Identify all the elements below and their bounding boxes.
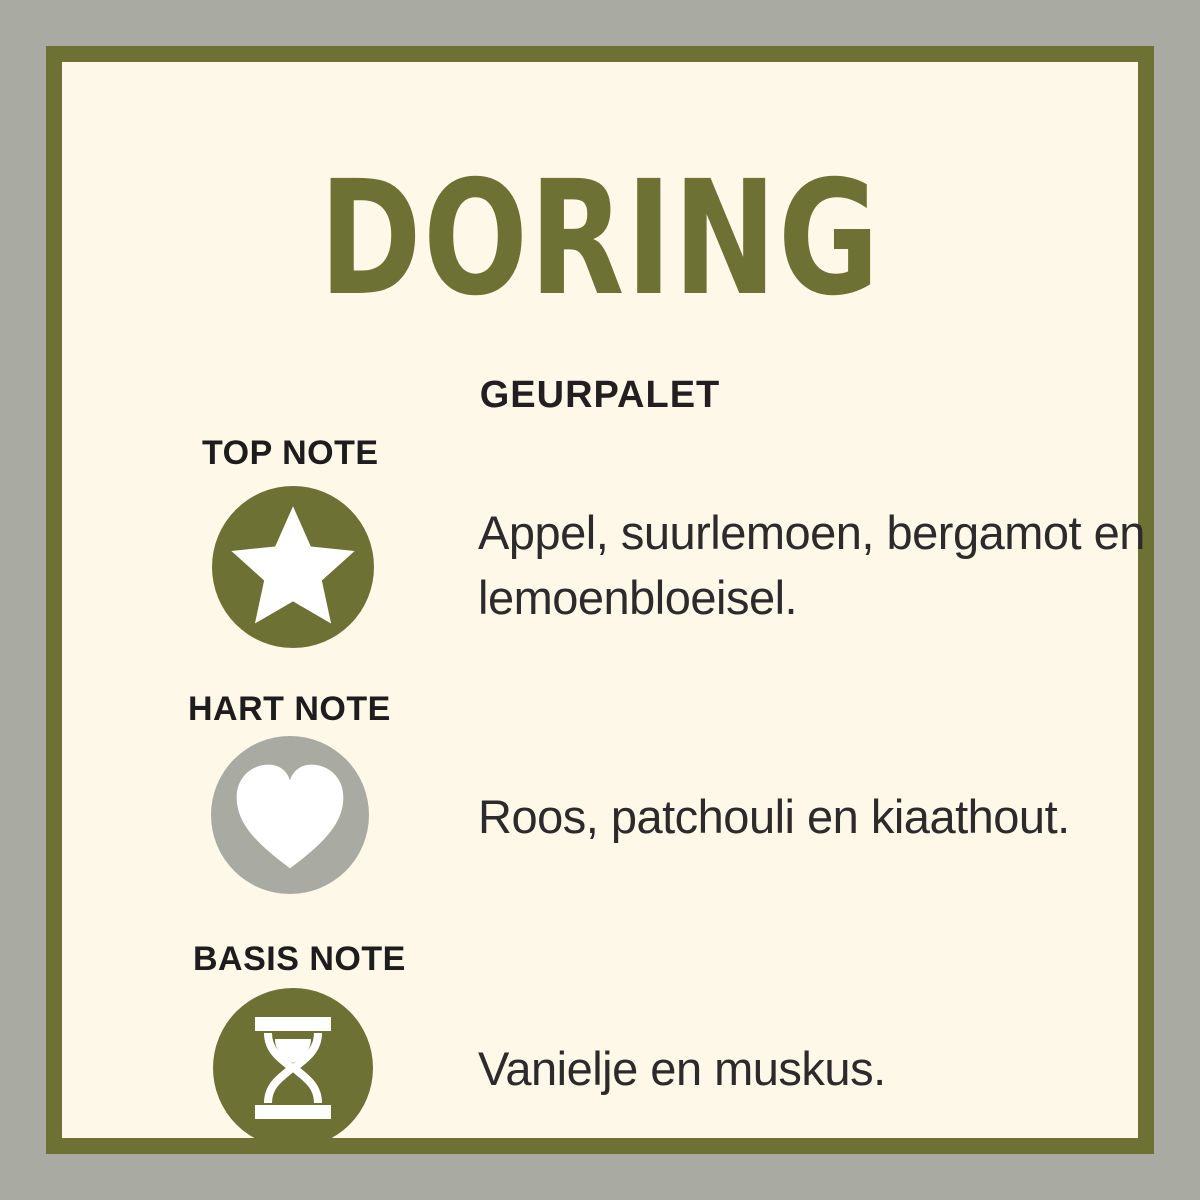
top-note-text: Appel, suurlemoen, bergamot en lemoenbloeisel. — [478, 506, 1145, 624]
hart-note-text: Roos, patchouli en kiaathout. — [478, 790, 1070, 843]
star-icon — [212, 486, 374, 648]
top-note-label: TOP NOTE — [202, 434, 379, 472]
hart-note-label: HART NOTE — [188, 690, 391, 728]
hart-note-icon-circle — [211, 736, 369, 894]
hourglass-icon — [213, 988, 373, 1148]
fragrance-card — [46, 46, 1154, 1154]
basis-note-icon-circle — [213, 988, 373, 1148]
section-subtitle: GEURPALET — [479, 374, 721, 416]
fragrance-title: DORING — [319, 147, 881, 331]
top-note-icon-circle — [212, 486, 374, 648]
basis-note-text: Vanielje en muskus. — [478, 1042, 886, 1095]
heart-icon — [211, 736, 369, 894]
basis-note-label: BASIS NOTE — [193, 940, 406, 978]
